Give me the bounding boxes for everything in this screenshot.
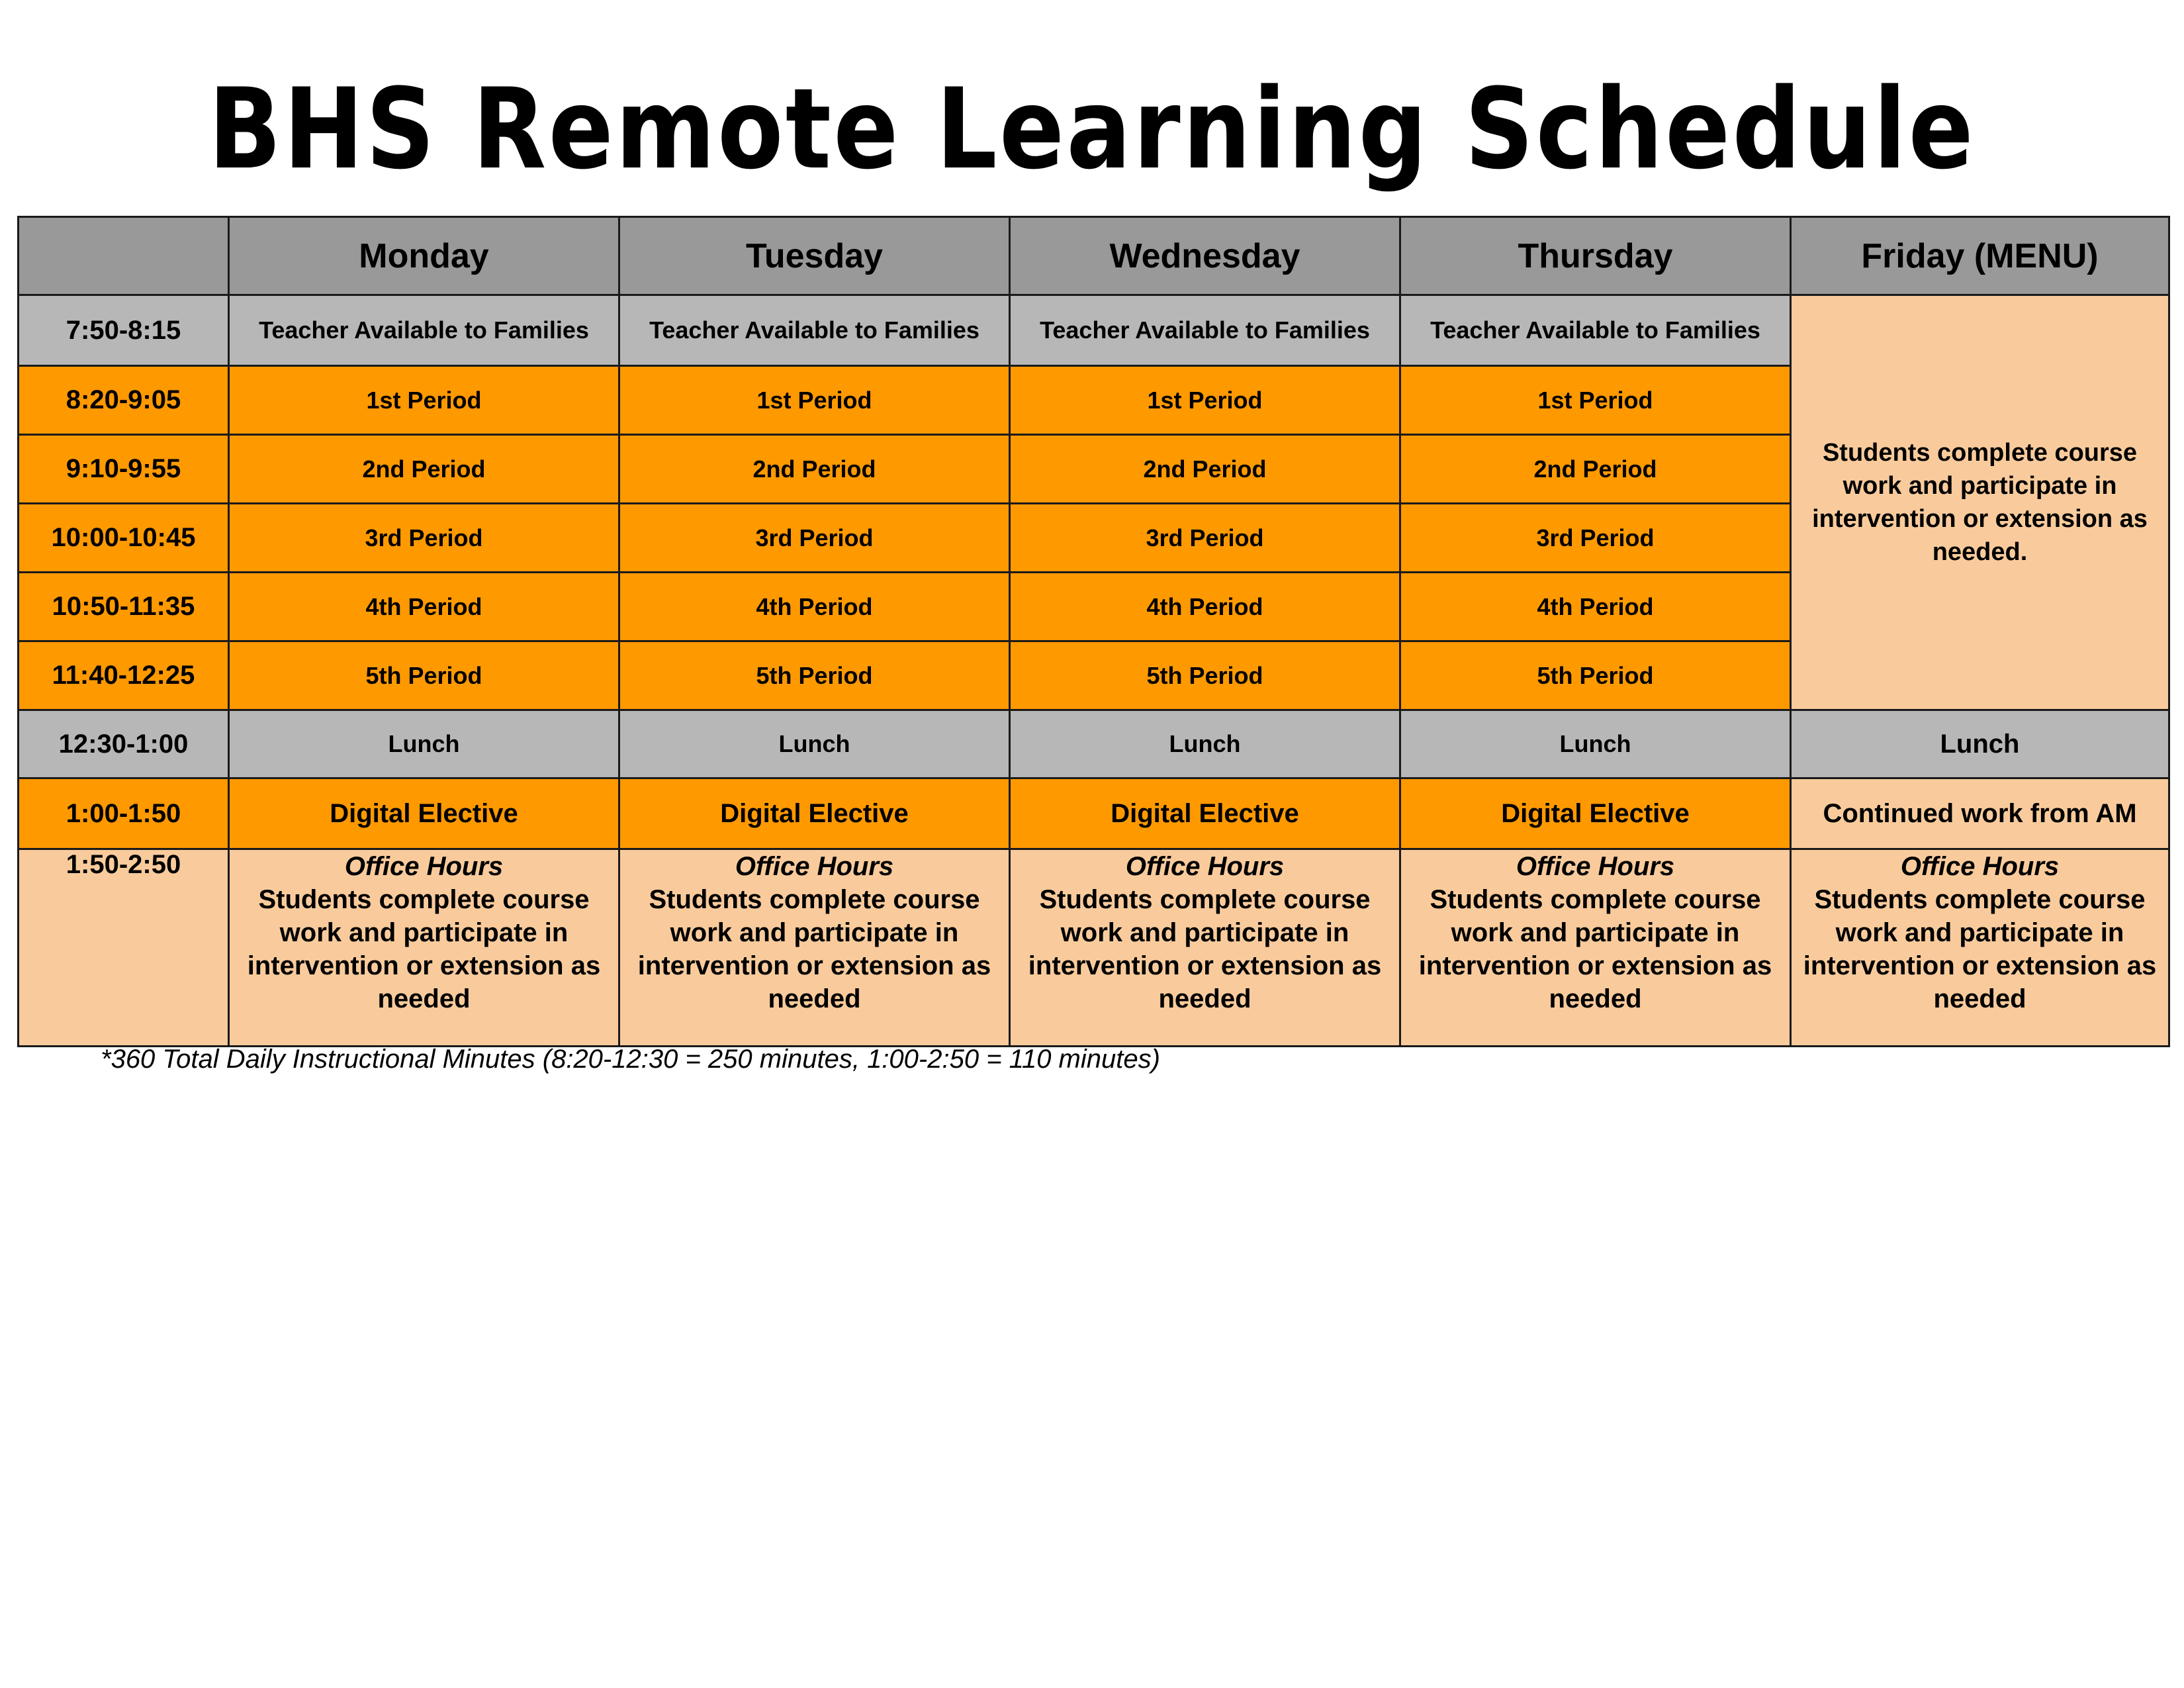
office-hours-line: Students complete course — [1430, 885, 1761, 914]
lunch-cell-friday: Lunch — [1791, 710, 2169, 778]
office-hours-cell — [1791, 849, 2169, 1047]
row-digital-elective — [19, 778, 2169, 849]
office-hours-line: needed — [1933, 984, 2026, 1013]
time-cell: 11:40-12:25 — [19, 641, 229, 710]
row-office-hours — [19, 849, 2169, 1047]
period-cell: 1st Period — [229, 366, 619, 435]
footnote: *360 Total Daily Instructional Minutes (8:20-12:30 = 250 minutes, 1:00-2:50 = 110 minutes) — [101, 1045, 1160, 1074]
office-hours-cell — [1010, 849, 1400, 1047]
time-cell: 10:50-11:35 — [19, 573, 229, 641]
period-cell: 3rd Period — [619, 504, 1010, 573]
period-cell: 5th Period — [1400, 641, 1791, 710]
header-thursday: Thursday — [1400, 217, 1791, 295]
digital-elective-cell: Digital Elective — [1400, 778, 1791, 849]
office-hours-line: work and participate in — [1451, 918, 1740, 947]
period-cell: 2nd Period — [1010, 435, 1400, 504]
office-hours-cell — [619, 849, 1010, 1047]
digital-elective-cell: Digital Elective — [619, 778, 1010, 849]
header-row — [19, 217, 2169, 295]
availability-monday: Teacher Available to Families — [229, 295, 619, 366]
time-cell: 8:20-9:05 — [19, 366, 229, 435]
period-cell: 3rd Period — [1010, 504, 1400, 573]
office-hours-title: Office Hours — [735, 852, 894, 881]
availability-thursday: Teacher Available to Families — [1400, 295, 1791, 366]
office-hours-line: Students complete course — [1814, 885, 2146, 914]
period-cell: 2nd Period — [1400, 435, 1791, 504]
period-cell: 1st Period — [619, 366, 1010, 435]
period-cell: 5th Period — [1010, 641, 1400, 710]
office-hours-line: work and participate in — [279, 918, 569, 947]
header-friday: Friday (MENU) — [1791, 217, 2169, 295]
period-cell: 1st Period — [1400, 366, 1791, 435]
header-monday: Monday — [229, 217, 619, 295]
header-tuesday: Tuesday — [619, 217, 1010, 295]
friday-morning-text: Students complete course work and participate in intervention or extension as needed. — [1812, 439, 2148, 566]
office-hours-line: intervention or extension as — [1803, 951, 2157, 980]
time-cell: 7:50-8:15 — [19, 295, 229, 366]
office-hours-line: needed — [1549, 984, 1642, 1013]
time-cell: 10:00-10:45 — [19, 504, 229, 573]
time-cell: 12:30-1:00 — [19, 710, 229, 778]
period-cell: 4th Period — [619, 573, 1010, 641]
office-hours-title: Office Hours — [1900, 852, 2060, 881]
availability-tuesday: Teacher Available to Families — [619, 295, 1010, 366]
period-cell: 4th Period — [1010, 573, 1400, 641]
office-hours-title: Office Hours — [1125, 852, 1285, 881]
lunch-cell: Lunch — [1010, 710, 1400, 778]
office-hours-line: needed — [768, 984, 861, 1013]
period-cell: 4th Period — [229, 573, 619, 641]
time-cell: 1:50-2:50 — [19, 849, 229, 1047]
office-hours-title: Office Hours — [1516, 852, 1675, 881]
time-cell: 9:10-9:55 — [19, 435, 229, 504]
office-hours-line: Students complete course — [649, 885, 980, 914]
period-cell: 3rd Period — [229, 504, 619, 573]
friday-morning-cell — [1791, 295, 2169, 710]
page-title: BHS Remote Learning Schedule — [208, 64, 1976, 194]
period-cell: 5th Period — [229, 641, 619, 710]
office-hours-line: intervention or extension as — [1028, 951, 1382, 980]
office-hours-line: work and participate in — [1060, 918, 1349, 947]
availability-wednesday: Teacher Available to Families — [1010, 295, 1400, 366]
digital-elective-cell: Digital Elective — [1010, 778, 1400, 849]
office-hours-line: Students complete course — [1039, 885, 1371, 914]
office-hours-line: intervention or extension as — [247, 951, 601, 980]
period-cell: 2nd Period — [619, 435, 1010, 504]
lunch-cell: Lunch — [229, 710, 619, 778]
period-cell: 3rd Period — [1400, 504, 1791, 573]
friday-afternoon-cell: Continued work from AM — [1791, 778, 2169, 849]
office-hours-line: needed — [377, 984, 471, 1013]
period-cell: 5th Period — [619, 641, 1010, 710]
header-wednesday: Wednesday — [1010, 217, 1400, 295]
period-cell: 1st Period — [1010, 366, 1400, 435]
lunch-cell: Lunch — [619, 710, 1010, 778]
office-hours-title: Office Hours — [344, 852, 504, 881]
office-hours-line: needed — [1158, 984, 1251, 1013]
office-hours-line: work and participate in — [670, 918, 959, 947]
period-cell: 4th Period — [1400, 573, 1791, 641]
schedule-table — [17, 216, 2170, 1047]
office-hours-line: work and participate in — [1835, 918, 2124, 947]
digital-elective-cell: Digital Elective — [229, 778, 619, 849]
row-availability — [19, 295, 2169, 366]
office-hours-cell — [229, 849, 619, 1047]
time-cell: 1:00-1:50 — [19, 778, 229, 849]
office-hours-line: intervention or extension as — [637, 951, 991, 980]
office-hours-line: Students complete course — [258, 885, 590, 914]
office-hours-line: intervention or extension as — [1418, 951, 1772, 980]
office-hours-cell — [1400, 849, 1791, 1047]
header-time-corner — [19, 217, 229, 295]
period-cell: 2nd Period — [229, 435, 619, 504]
row-lunch — [19, 710, 2169, 778]
lunch-cell: Lunch — [1400, 710, 1791, 778]
